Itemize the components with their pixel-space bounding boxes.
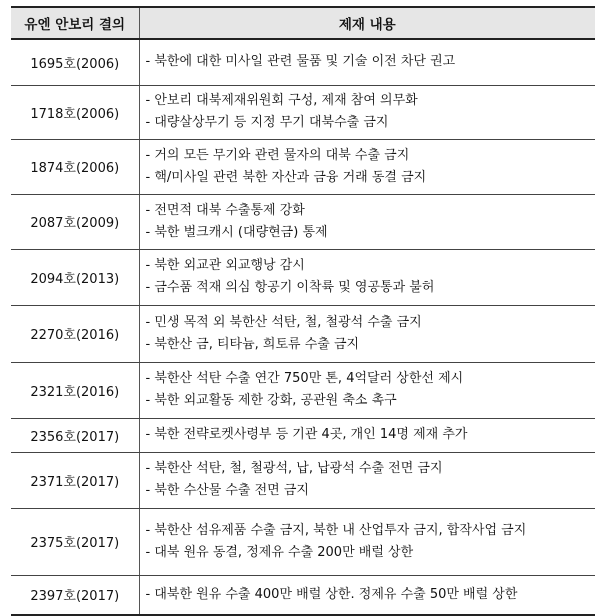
content-line: - 북한 수산물 수출 전면 금지 xyxy=(145,483,309,498)
header-resolution: 유엔 안보리 결의 xyxy=(11,7,139,39)
table-row xyxy=(11,418,595,452)
content-line: - 북한에 대한 미사일 관련 물품 및 기술 이전 차단 권고 xyxy=(145,54,456,70)
content-cell xyxy=(139,139,595,194)
sanctions-table-container xyxy=(11,6,595,616)
resolution-cell: 1874호(2006) xyxy=(11,139,139,194)
header-content: 제재 내용 xyxy=(139,7,595,39)
content-cell xyxy=(139,39,595,85)
content-line: - 북한 외교활동 제한 강화, 공관원 축소 촉구 xyxy=(145,393,397,408)
table-row xyxy=(11,508,595,575)
resolution-cell: 2397호(2017) xyxy=(11,575,139,615)
table-row xyxy=(11,452,595,508)
content-line: - 거의 모든 무기와 관련 물자의 대북 수출 금지 xyxy=(145,147,410,163)
table-row xyxy=(11,39,595,85)
content-line: - 핵/미사일 관련 북한 자산과 금융 거래 동결 금지 xyxy=(145,169,427,185)
content-cell xyxy=(139,305,595,362)
content-cell xyxy=(139,452,595,508)
resolution-cell: 2371호(2017) xyxy=(11,452,139,508)
resolution-cell: 2375호(2017) xyxy=(11,508,139,575)
table-row xyxy=(11,249,595,305)
table-row xyxy=(11,139,595,194)
table-row xyxy=(11,575,595,615)
resolution-cell: 2356호(2017) xyxy=(11,418,139,452)
resolution-cell: 2270호(2016) xyxy=(11,305,139,362)
table-row xyxy=(11,85,595,139)
resolution-cell: 2094호(2013) xyxy=(11,249,139,305)
content-line: - 안보리 대북제재위원회 구성, 제재 참여 의무화 xyxy=(145,93,418,108)
table-row xyxy=(11,305,595,362)
content-line: - 금수품 적재 의심 항공기 이착륙 및 영공통과 불허 xyxy=(145,280,435,295)
content-line: - 전면적 대북 수출통제 강화 xyxy=(145,202,305,218)
resolution-cell: 2321호(2016) xyxy=(11,362,139,418)
content-line: - 대북 원유 동결, 정제유 수출 200만 배럴 상한 xyxy=(145,544,414,560)
resolution-cell: 1695호(2006) xyxy=(11,39,139,85)
content-line: - 민생 목적 외 북한산 석탄, 철, 철광석 수출 금지 xyxy=(145,314,422,330)
content-cell xyxy=(139,508,595,575)
content-line: - 북한산 석탄 수출 연간 750만 톤, 4억달러 상한선 제시 xyxy=(145,371,464,386)
content-cell xyxy=(139,575,595,615)
content-line: - 대량살상무기 등 지정 무기 대북수출 금지 xyxy=(145,115,389,130)
content-cell xyxy=(139,362,595,418)
table-body xyxy=(11,39,595,615)
sanctions-table xyxy=(11,6,595,616)
content-cell xyxy=(139,194,595,249)
content-line: - 북한 벌크캐시 (대량현금) 통제 xyxy=(145,224,328,240)
content-line: - 북한산 섬유제품 수출 금지, 북한 내 산업투자 금지, 합작사업 금지 xyxy=(145,522,527,538)
content-line: - 북한산 금, 티타늄, 희토류 수출 금지 xyxy=(145,336,360,352)
resolution-cell: 1718호(2006) xyxy=(11,85,139,139)
table-row xyxy=(11,362,595,418)
content-line: - 북한산 석탄, 철, 철광석, 납, 납광석 수출 전면 금지 xyxy=(145,461,443,476)
content-line: - 북한 외교관 외교행낭 감시 xyxy=(145,258,305,273)
content-cell xyxy=(139,418,595,452)
content-cell xyxy=(139,249,595,305)
header-row xyxy=(11,7,595,39)
resolution-cell: 2087호(2009) xyxy=(11,194,139,249)
content-line: - 북한 전략로켓사령부 등 기관 4곳, 개인 14명 제재 추가 xyxy=(145,427,468,442)
table-row xyxy=(11,194,595,249)
content-line: - 대북한 원유 수출 400만 배럴 상한. 정제유 수출 50만 배럴 상한 xyxy=(145,586,518,602)
content-cell xyxy=(139,85,595,139)
